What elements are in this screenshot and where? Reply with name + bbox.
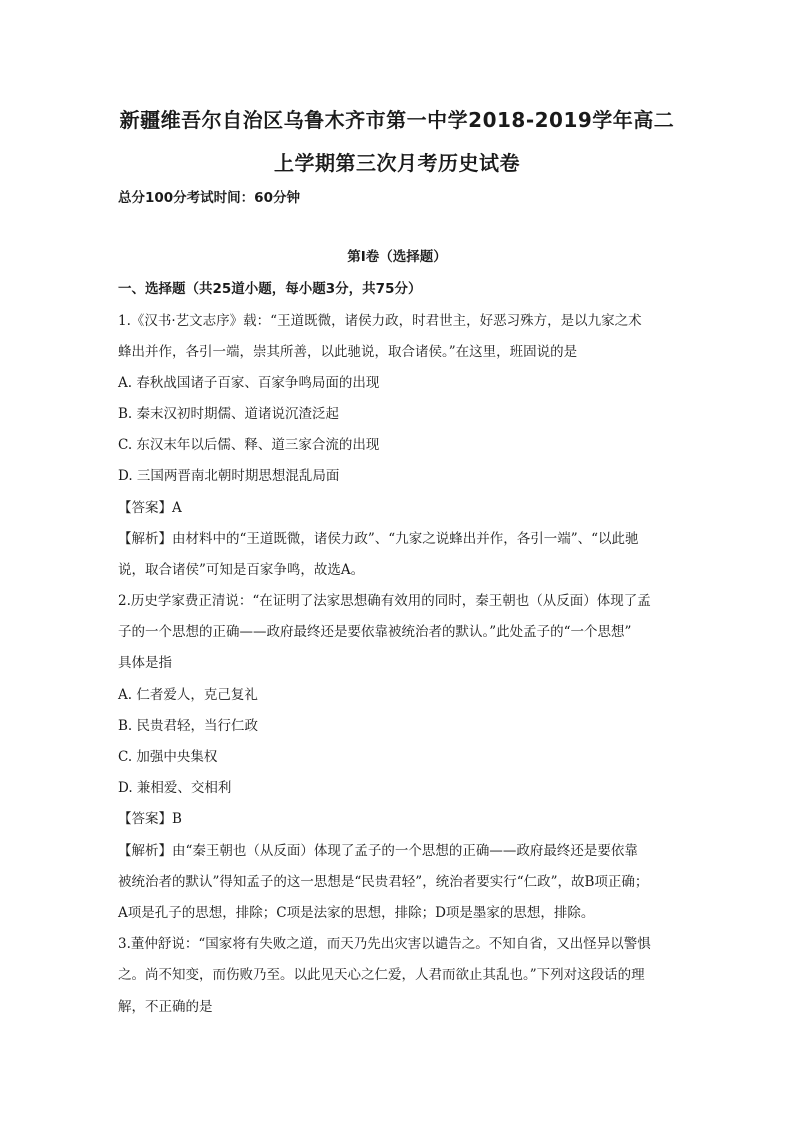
q2-option-d: D. 兼相爱、交相利 xyxy=(118,780,232,796)
q1-option-a: A. 春秋战国诸子百家、百家争鸣局面的出现 xyxy=(118,375,380,391)
q2-answer: 【答案】B xyxy=(118,811,182,827)
q3-stem-line-2: 之。尚不知变，而伤败乃至。以此见天心之仁爱，人君而欲止其乱也。”下列对这段话的理 xyxy=(118,967,645,983)
q1-option-b: B. 秦末汉初时期儒、道诸说沉渣泛起 xyxy=(118,406,340,422)
q1-analysis-line-1: 【解析】由材料中的“王道既微，诸侯力政”、“九家之说蜂出并作，各引一端”、“以此驰 xyxy=(118,531,639,547)
q2-option-a: A. 仁者爱人，克己复礼 xyxy=(118,687,258,703)
q2-analysis-line-1: 【解析】由“秦王朝也（从反面）体现了孟子的一个思想的正确——政府最终还是要依靠 xyxy=(118,843,638,859)
q3-stem-line-3: 解，不正确的是 xyxy=(118,999,213,1015)
q1-option-c: C. 东汉末年以后儒、释、道三家合流的出现 xyxy=(118,437,380,453)
q1-stem-line-1: 1.《汉书·艺文志序》载：“王道既微，诸侯力政，时君世主，好恶习殊方，是以九家之术 xyxy=(118,313,642,329)
q2-option-c: C. 加强中央集权 xyxy=(118,749,218,765)
q1-option-d: D. 三国两晋南北朝时期思想混乱局面 xyxy=(118,468,340,484)
exam-title-line-2: 上学期第三次月考历史试卷 xyxy=(274,151,520,175)
exam-title-line-1: 新疆维吾尔自治区乌鲁木齐市第一中学2018-2019学年高二 xyxy=(119,108,675,132)
q1-analysis-line-2: 说，取合诸侯”可知是百家争鸣，故选A。 xyxy=(118,562,365,578)
q3-stem-line-1: 3.董仲舒说：“国家将有失败之道，而天乃先出灾害以谴告之。不知自省，又出怪异以警惧 xyxy=(118,936,651,952)
q2-stem-line-1: 2.历史学家费正清说：“在证明了法家思想确有效用的同时，秦王朝也（从反面）体现了孟 xyxy=(118,593,651,609)
q2-analysis-line-2: 被统治者的默认”得知孟子的这一思想是“民贵君轻”，统治者要实行“仁政”，故B项正确； xyxy=(118,874,649,890)
part-heading: 一、选择题（共25道小题，每小题3分，共75分） xyxy=(118,281,422,297)
q1-answer: 【答案】A xyxy=(118,500,182,516)
q1-stem-line-2: 蜂出并作，各引一端，崇其所善，以此驰说，取合诸侯。”在这里，班固说的是 xyxy=(118,344,578,360)
q2-analysis-line-3: A项是孔子的思想，排除；C项是法家的思想，排除；D项是墨家的思想，排除。 xyxy=(118,905,595,921)
q2-stem-line-3: 具体是指 xyxy=(118,655,172,671)
q2-option-b: B. 民贵君轻，当行仁政 xyxy=(118,718,259,734)
exam-meta: 总分100分考试时间：60分钟 xyxy=(118,190,300,206)
volume-title: 第I卷（选择题） xyxy=(347,249,447,265)
q2-stem-line-2: 子的一个思想的正确——政府最终还是要依靠被统治者的默认。”此处孟子的“一个思想” xyxy=(118,624,632,640)
